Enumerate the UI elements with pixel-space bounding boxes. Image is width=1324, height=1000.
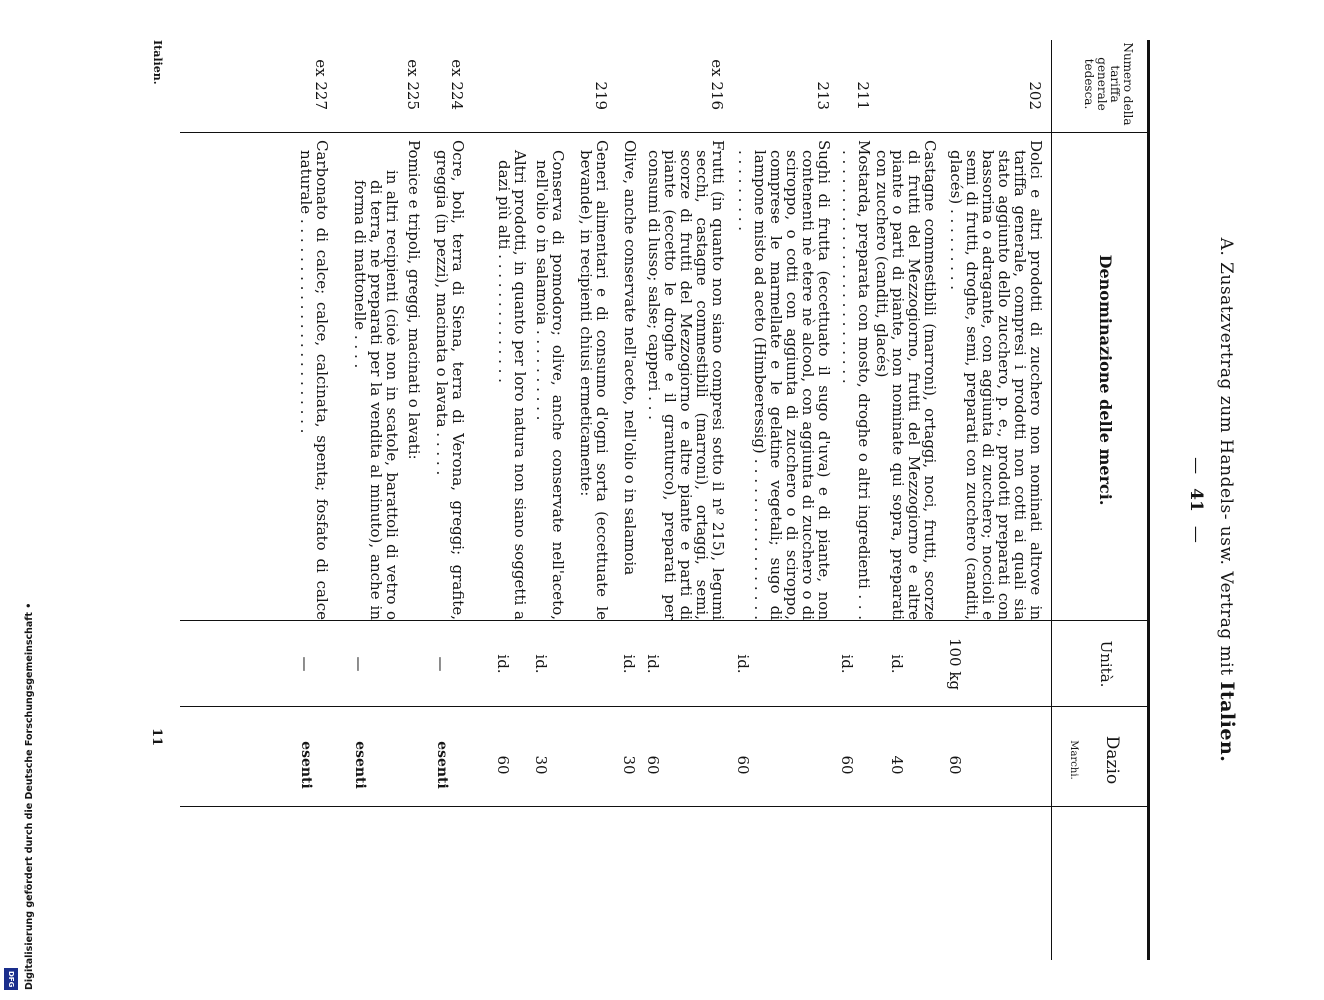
goods-description: Olive, anche conservate nell'aceto, nell'olio o in salamoia <box>621 140 639 576</box>
footer-country: Italien. <box>151 40 164 85</box>
unit: id. <box>838 654 856 674</box>
goods-description: in altri recipienti (cioè non in scatole, barattoli di vetro o di terra, nè preparati per la vendita al minuto), anche in forma di mattonelle . . . . <box>351 170 401 620</box>
duty: 30 <box>620 755 638 775</box>
funding-note: Digitalisierung gefördert durch die Deutsche Forschungsgemeinschaft • <box>24 602 35 990</box>
header-bottom-rule <box>1051 40 1052 960</box>
col-divider-3 <box>180 706 1150 707</box>
table-top-rule <box>1147 40 1150 960</box>
duty: esenti <box>352 741 368 789</box>
running-title-prefix: A. Zusatzvertrag zum Handels- usw. Vertrag mit <box>1216 237 1236 676</box>
goods-description: Pomice e tripoli, greggi, macinati o lavati: <box>405 140 423 460</box>
running-header <box>1184 40 1244 960</box>
duty: 60 <box>946 755 964 775</box>
goods-description: Altri prodotti, in quanto per loro natura non siano soggetti a dazi più alti . . . . . . . . . . . . . . <box>495 150 529 620</box>
header-dazio-unit: Marchi. <box>1068 740 1079 780</box>
dfg-logo: DFG <box>4 968 18 990</box>
header-dazio: Dazio <box>1102 735 1122 785</box>
col-divider-4 <box>180 806 1150 807</box>
tariff-number: 211 <box>854 81 872 110</box>
goods-description: Generi alimentari e di consumo d'ogni sorta (eccettuate le bevande), in recipienti chiusi ermeticamente: <box>577 140 611 620</box>
signature-mark: 11 <box>149 728 164 747</box>
unit: 100 kg <box>946 637 964 691</box>
unit: id. <box>620 654 638 674</box>
unit: id. <box>888 654 906 674</box>
tariff-number: ex 225 <box>404 59 422 110</box>
duty: 40 <box>888 755 906 775</box>
tariff-table <box>150 40 1150 960</box>
running-title-country: Italien. <box>1216 681 1238 763</box>
tariff-number: 219 <box>592 81 610 110</box>
scanned-page <box>80 40 1244 960</box>
goods-description: Carbonato di calce; calce, calcinata, spenta; fosfato di calce naturale . . . . . . . . . . . . . . . . . . . . . . . <box>297 140 331 620</box>
page-number: —41— <box>1186 457 1206 543</box>
unit: — <box>350 656 368 672</box>
duty: 60 <box>644 755 662 775</box>
goods-description: Conserva di pomodoro; olive, anche conservate nell'aceto, nell'olio o in salamoia . . . . . . . . . . <box>533 150 567 620</box>
goods-description: Ocre, boli, terra di Siena, terra di Verona, greggi; grafite, greggia (in pezzi), macinata o lavata . . . . . <box>433 140 467 620</box>
unit: — <box>296 656 314 672</box>
running-title <box>1216 40 1238 960</box>
goods-description: Castagne commestibili (marroni), ortaggi, noci, frutti, scorze di frutti del Mezzogiorno, frutti del Mezzogiorno e altre piante o parti di piante, non nominate qui sopra, preparati con zucchero (canditi, glacés) <box>873 140 939 620</box>
duty: esenti <box>434 741 450 789</box>
goods-description: Dolci e altri prodotti di zucchero non nominati altrove in tariffa generale, compresi i prodotti non cotti ai quali sia stato aggiunto dello zucchero, p. e., prodotti preparati con bassorina o adragante, con aggiunta di zucchero; noccioli e semi di frutti, droghe, semi, preparati con zucchero (canditi, glacés) . . . . . . . . . <box>947 140 1045 620</box>
unit: id. <box>644 654 662 674</box>
goods-description: Mostarda, preparata con mosto, droghe o altri ingredienti . . . . . . . . . . . . . . . . . . . . . . . . . . . . <box>839 140 873 620</box>
tariff-number: 213 <box>814 81 832 110</box>
page-number-value: 41 <box>1186 488 1206 512</box>
unit: id. <box>532 654 550 674</box>
tariff-number: ex 227 <box>312 59 330 110</box>
col-divider-1 <box>180 132 1150 133</box>
tariff-number: ex 224 <box>448 59 466 110</box>
tariff-number: 202 <box>1026 81 1044 110</box>
unit: — <box>432 656 450 672</box>
duty: esenti <box>298 741 314 789</box>
unit: id. <box>734 654 752 674</box>
header-unit: Unità. <box>1097 640 1115 688</box>
tariff-number: ex 216 <box>708 59 726 110</box>
col-divider-2 <box>180 620 1150 621</box>
duty: 60 <box>734 755 752 775</box>
goods-description: Frutti (in quanto non siano compresi sotto il nº 215), legumi secchi, castagne commestibili (marroni), ortaggi, semi, scorze di frutti del Mezzogiorno e altre piante e parti di piante (eccetto le droghe e il granturco), preparati per consumi di lusso; salse; capperi . . . <box>645 140 727 620</box>
funding-strip <box>0 0 35 1000</box>
duty: 60 <box>494 755 512 775</box>
duty: 60 <box>838 755 856 775</box>
duty: 30 <box>532 755 550 775</box>
goods-description: Sughi di frutta (eccettuato il sugo d'uva) e di piante, non contenenti nè etere nè alcool, con aggiunta di zucchero o di sciroppo, o cotti con aggiunta di zucchero o di sciroppo, comprese le marmellate e le gelatine vegetali; sugo di lampone misto ad aceto (Himbeeressig) . . . . . . . . . . . . . . . . . . . . . . . . . . <box>735 140 833 620</box>
unit: id. <box>494 654 512 674</box>
header-description: Denominazione delle merci. <box>1096 254 1115 506</box>
header-number: Numero della tariffa generale tedesca. <box>1082 42 1135 126</box>
